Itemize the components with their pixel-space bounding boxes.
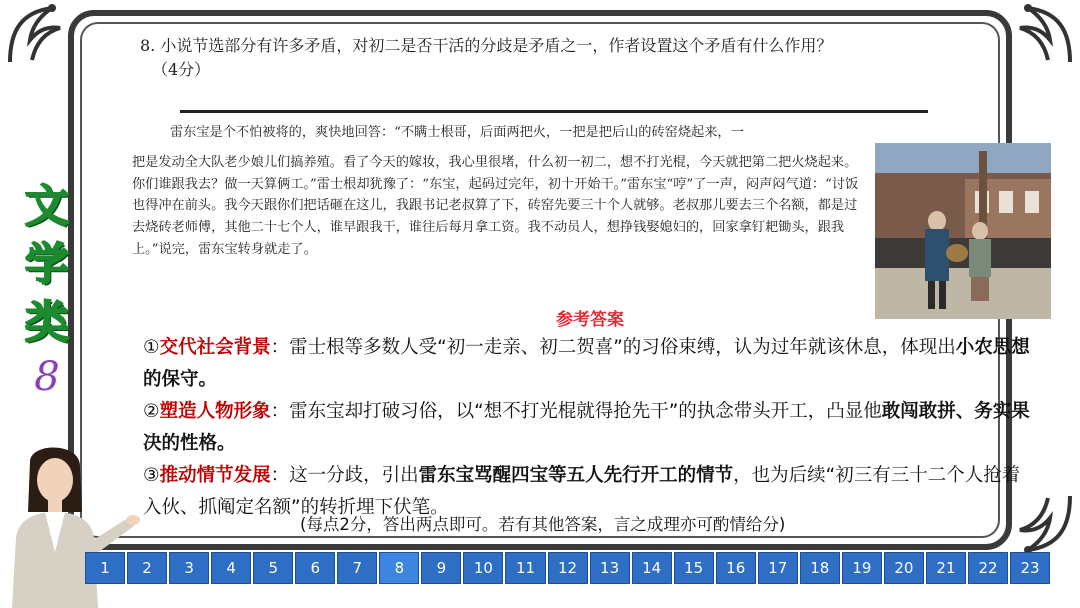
answer-text: 雷东宝却打破习俗，以“想不打光棍就得抢先干”的执念带头开工，凸显他 bbox=[289, 401, 882, 422]
answer-heading: 参考答案 bbox=[556, 310, 624, 330]
passage-paragraph-2: 把是发动全大队老少娘儿们搞养殖。看了今天的嫁妆，我心里很堵，什么初一初二，想不打光棍，今天就把第二把火烧起来。你们谁跟我去？做一天算俩工。”雷士根却犹豫了：“东宝，起码过完年，初十开始干。”雷东宝“哼”了一声，闷声闷气道：“讨饭也得冲在前头。我今天跟你们把话砸在这儿，我跟书记老叔算了下，砖窑先要三十个人就够。老叔那儿要去三个名额，都是过去烧砖老师傅，其他二十七个人，谁早跟我干，谁往后每月拿工资。我不动员人，想挣钱娶媳妇的，回家拿钉耙锄头，跟我上。”说完，雷东宝转身就走了。 bbox=[132, 154, 859, 257]
answer-emphasis: 小农思想的保守。 bbox=[143, 337, 1030, 390]
answer-emphasis: 雷东宝骂醒四宝等五人先行开工的情节 bbox=[418, 465, 734, 486]
page-button-15[interactable]: 15 bbox=[674, 552, 714, 584]
page-button-4[interactable]: 4 bbox=[211, 552, 251, 584]
corner-ornament-icon bbox=[2, 0, 72, 70]
answer-tail: ，也为后续“初三有三十二个人抢着入伙、抓阄定名额”的转折埋下伏笔。 bbox=[143, 465, 1021, 518]
side-title-char: 文 bbox=[25, 181, 69, 232]
answer-key: 塑造人物形象 bbox=[159, 401, 271, 422]
answer-list bbox=[143, 332, 1048, 524]
page-button-8[interactable]: 8 bbox=[379, 552, 419, 584]
page-button-13[interactable]: 13 bbox=[590, 552, 630, 584]
page-button-2[interactable]: 2 bbox=[127, 552, 167, 584]
side-title-char: 学 bbox=[25, 239, 69, 290]
page-button-23[interactable]: 23 bbox=[1010, 552, 1050, 584]
page-button-9[interactable]: 9 bbox=[421, 552, 461, 584]
page-button-17[interactable]: 17 bbox=[758, 552, 798, 584]
page-button-5[interactable]: 5 bbox=[253, 552, 293, 584]
page-button-21[interactable]: 21 bbox=[926, 552, 966, 584]
page-button-7[interactable]: 7 bbox=[337, 552, 377, 584]
answer-number: ② bbox=[143, 401, 160, 422]
question bbox=[140, 34, 970, 82]
page-button-6[interactable]: 6 bbox=[295, 552, 335, 584]
answer-key: 交代社会背景 bbox=[159, 337, 271, 358]
answer-number: ③ bbox=[143, 465, 160, 486]
page-button-11[interactable]: 11 bbox=[505, 552, 545, 584]
page-button-22[interactable]: 22 bbox=[968, 552, 1008, 584]
question-text: 8. 小说节选部分有许多矛盾，对初二是否干活的分歧是矛盾之一，作者设置这个矛盾有什么作用？ bbox=[140, 36, 833, 55]
answer-key: 推动情节发展 bbox=[159, 465, 271, 486]
page-button-18[interactable]: 18 bbox=[800, 552, 840, 584]
side-title-number: 8 bbox=[34, 354, 60, 400]
question-score: （4分） bbox=[152, 60, 211, 79]
answer-emphasis: 敢闯敢拼、务实果决的性格。 bbox=[143, 401, 1030, 454]
page-button-3[interactable]: 3 bbox=[169, 552, 209, 584]
answer-number: ① bbox=[143, 337, 160, 358]
answer-colon: ： bbox=[270, 465, 290, 486]
corner-ornament-icon bbox=[1008, 0, 1078, 70]
page-button-19[interactable]: 19 bbox=[842, 552, 882, 584]
page-button-10[interactable]: 10 bbox=[463, 552, 503, 584]
answer-colon: ： bbox=[270, 337, 290, 358]
page-button-16[interactable]: 16 bbox=[716, 552, 756, 584]
answer-item bbox=[143, 332, 1048, 396]
page-navigation bbox=[85, 552, 1050, 586]
passage bbox=[132, 122, 862, 261]
side-title-char: 类 bbox=[25, 297, 69, 348]
side-title bbox=[14, 178, 80, 402]
scoring-note: (每点2分，答出两点即可。若有其他答案，言之成理亦可酌情给分) bbox=[300, 515, 786, 534]
answer-text: 这一分歧，引出 bbox=[289, 465, 419, 486]
passage-paragraph-1: 雷东宝是个不怕被将的，爽快地回答：“不瞒士根哥，后面两把火，一把是把后山的砖窑烧起来，一 bbox=[170, 125, 744, 140]
village-photo bbox=[875, 143, 1051, 319]
answer-text: 雷士根等多数人受“初一走亲、初二贺喜”的习俗束缚，认为过年就该休息，体现出 bbox=[289, 337, 956, 358]
page-button-1[interactable]: 1 bbox=[85, 552, 125, 584]
divider bbox=[180, 110, 928, 113]
page-button-14[interactable]: 14 bbox=[632, 552, 672, 584]
page-button-12[interactable]: 12 bbox=[548, 552, 588, 584]
answer-item bbox=[143, 396, 1048, 460]
page-button-20[interactable]: 20 bbox=[884, 552, 924, 584]
answer-colon: ： bbox=[270, 401, 290, 422]
